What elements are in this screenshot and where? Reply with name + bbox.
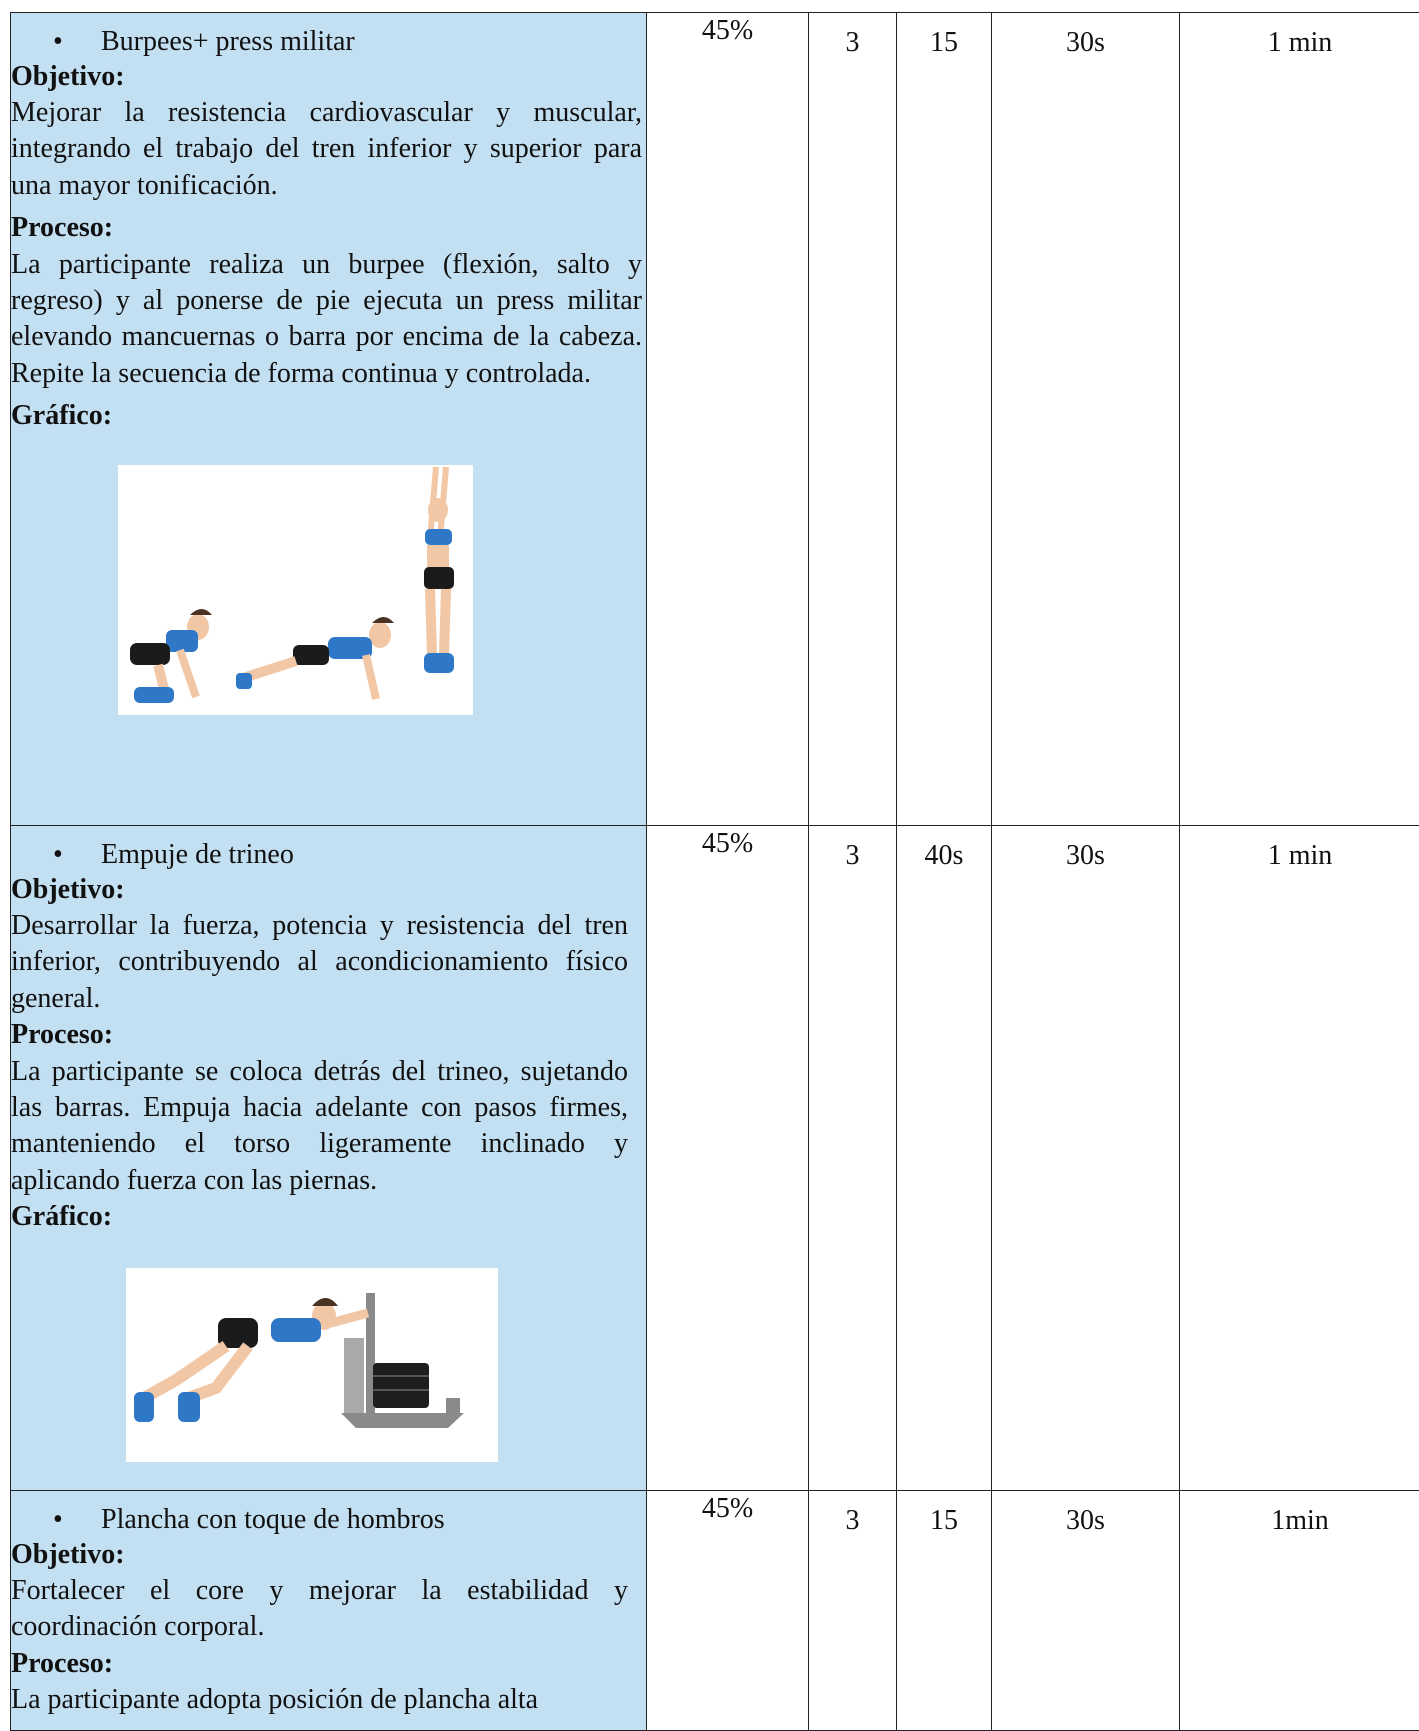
burpee-press-illustration (118, 465, 473, 715)
recovery-cell (1180, 826, 1419, 1491)
rest-value: 30s (992, 826, 1179, 872)
rest-value: 30s (992, 13, 1179, 59)
process-heading: Proceso: (11, 210, 646, 246)
rest-cell (992, 13, 1180, 826)
rest-cell (992, 826, 1180, 1491)
recovery-value: 1 min (1180, 13, 1419, 59)
recovery-cell (1180, 1491, 1419, 1731)
series-cell (809, 13, 897, 826)
reps-value: 15 (897, 1491, 991, 1537)
process-text: La participante realiza un burpee (flexión, salto y regreso) y al ponerse de pie ejecuta un press militar elevando mancuernas o barra por encima de la cabeza. Repite la secuencia de forma continua y controlada. (11, 247, 646, 393)
objective-heading: Objetivo: (11, 1537, 646, 1573)
process-heading: Proceso: (11, 1646, 646, 1682)
exercise-description-cell (11, 826, 647, 1491)
series-value: 3 (809, 1491, 896, 1537)
series-value: 3 (809, 13, 896, 59)
intensity-cell (647, 13, 809, 826)
exercise-description-cell (11, 1491, 647, 1731)
exercise-name: • Empuje de trineo (11, 826, 646, 872)
reps-value: 15 (897, 13, 991, 59)
training-plan-table (10, 12, 1419, 1731)
objective-heading: Objetivo: (11, 872, 646, 908)
table-row (11, 13, 1419, 826)
intensity-value: 45% (647, 13, 808, 47)
rest-value: 30s (992, 1491, 1179, 1537)
process-heading: Proceso: (11, 1017, 646, 1053)
intensity-cell (647, 826, 809, 1491)
series-cell (809, 1491, 897, 1731)
recovery-value: 1 min (1180, 826, 1419, 872)
series-value: 3 (809, 826, 896, 872)
rest-cell (992, 1491, 1180, 1731)
reps-value: 40s (897, 826, 991, 872)
process-text: La participante adopta posición de plancha alta (11, 1682, 646, 1718)
intensity-value: 45% (647, 826, 808, 860)
recovery-cell (1180, 13, 1419, 826)
objective-text: Fortalecer el core y mejorar la estabilidad y coordinación corporal. (11, 1573, 646, 1646)
intensity-cell (647, 1491, 809, 1731)
intensity-value: 45% (647, 1491, 808, 1525)
reps-cell (897, 13, 992, 826)
recovery-value: 1min (1180, 1491, 1419, 1537)
sled-push-illustration (126, 1268, 498, 1462)
objective-text: Desarrollar la fuerza, potencia y resistencia del tren inferior, contribuyendo al acondicionamiento físico general. (11, 908, 646, 1017)
objective-heading: Objetivo: (11, 59, 646, 95)
objective-text: Mejorar la resistencia cardiovascular y muscular, integrando el trabajo del tren inferior y superior para una mayor tonificación. (11, 95, 646, 204)
exercise-name: • Plancha con toque de hombros (11, 1491, 646, 1537)
table-row (11, 826, 1419, 1491)
reps-cell (897, 826, 992, 1491)
table-row (11, 1491, 1419, 1731)
reps-cell (897, 1491, 992, 1731)
exercise-description-cell (11, 13, 647, 826)
graphic-heading: Gráfico: (11, 398, 646, 434)
series-cell (809, 826, 897, 1491)
process-text: La participante se coloca detrás del trineo, sujetando las barras. Empuja hacia adelante con pasos firmes, manteniendo el torso ligeramente inclinado y aplicando fuerza con las piernas. (11, 1054, 646, 1200)
graphic-heading: Gráfico: (11, 1199, 646, 1235)
exercise-name: • Burpees+ press militar (11, 13, 646, 59)
